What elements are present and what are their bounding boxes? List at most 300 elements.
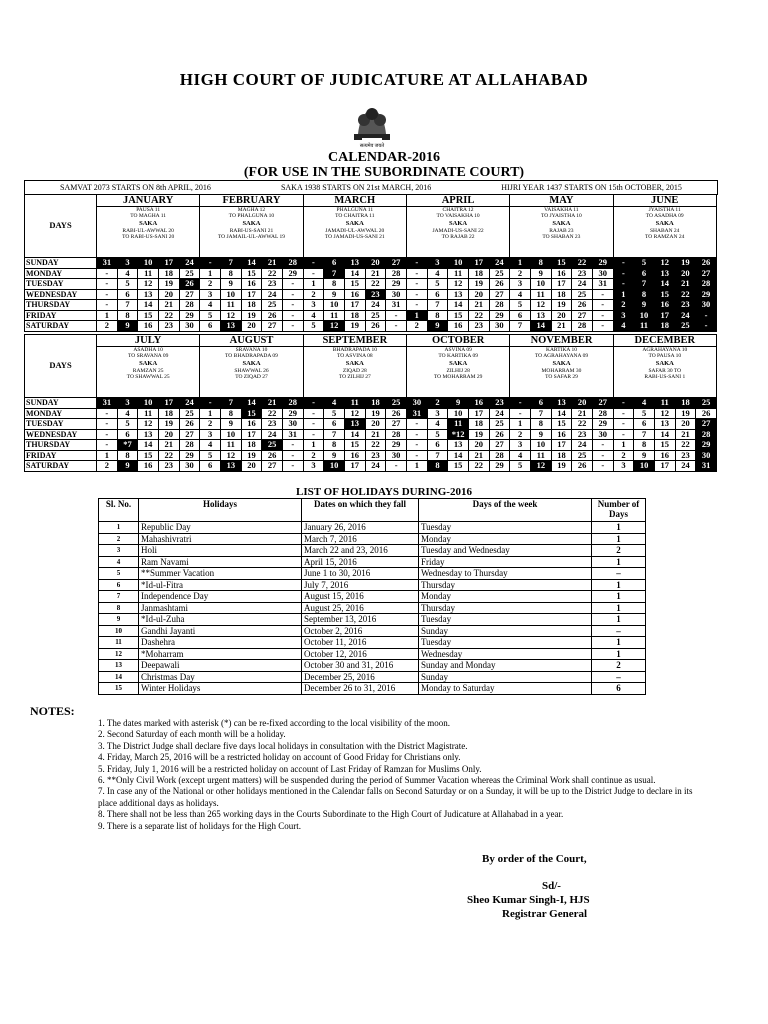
- date-cell: -: [592, 450, 613, 461]
- holiday-cell: 8: [99, 602, 139, 614]
- holiday-cell: Ram Navami: [139, 556, 302, 568]
- date-cell: 8: [427, 310, 448, 321]
- day-name: FRIDAY: [25, 450, 97, 461]
- holiday-cell: 15: [99, 683, 139, 695]
- day-name: TUESDAY: [25, 419, 97, 430]
- date-cell: 30: [386, 289, 407, 300]
- month-header: [200, 335, 303, 398]
- month-line1: CHAITRA 12: [442, 207, 474, 213]
- date-cell: 4: [634, 398, 655, 409]
- date-cell: 20: [468, 440, 489, 451]
- date-cell: -: [282, 289, 303, 300]
- date-cell: 10: [220, 289, 241, 300]
- date-cell: 27: [386, 258, 407, 269]
- holiday-cell: Thursday: [419, 579, 592, 591]
- date-cell: 1: [406, 310, 427, 321]
- holiday-cell: Christmas Day: [139, 671, 302, 683]
- holiday-cell: December 25, 2016: [302, 671, 419, 683]
- date-cell: 19: [241, 310, 262, 321]
- date-cell: 7: [117, 300, 138, 311]
- date-cell: 18: [158, 408, 179, 419]
- date-cell: -: [592, 461, 613, 472]
- saka-line1: MOHARRAM 30: [541, 368, 582, 374]
- date-cell: -: [406, 279, 427, 290]
- date-cell: 13: [654, 419, 675, 430]
- date-cell: 23: [675, 300, 696, 311]
- saka-label: SAKA: [655, 220, 674, 227]
- holiday-cell: Friday: [419, 556, 592, 568]
- holiday-cell: 1: [592, 556, 646, 568]
- date-cell: 28: [386, 268, 407, 279]
- date-cell: 13: [220, 321, 241, 332]
- date-cell: -: [406, 268, 427, 279]
- holiday-cell: 2: [592, 660, 646, 672]
- date-cell: 4: [427, 268, 448, 279]
- month-line1: PAUSA 11: [136, 207, 161, 213]
- date-cell: 4: [117, 268, 138, 279]
- date-cell: 29: [489, 310, 510, 321]
- date-cell: 7: [220, 398, 241, 409]
- date-cell: 19: [468, 279, 489, 290]
- date-cell: 22: [262, 408, 283, 419]
- date-cell: 17: [468, 408, 489, 419]
- date-cell: 23: [262, 419, 283, 430]
- saka-label: SAKA: [655, 360, 674, 367]
- day-name: WEDNESDAY: [25, 429, 97, 440]
- holiday-table: [98, 498, 646, 695]
- date-cell: 7: [427, 300, 448, 311]
- date-cell: 16: [344, 289, 365, 300]
- date-cell: 15: [241, 268, 262, 279]
- holiday-cell: Tuesday: [419, 614, 592, 626]
- date-cell: 14: [551, 408, 572, 419]
- saka-label: SAKA: [449, 220, 468, 227]
- date-cell: 23: [262, 279, 283, 290]
- month-name: MAY: [510, 195, 612, 207]
- date-cell: 13: [344, 419, 365, 430]
- date-cell: 11: [448, 268, 469, 279]
- date-cell: 10: [634, 461, 655, 472]
- saka-line2: TO MOHARRAM 29: [433, 374, 483, 380]
- date-cell: 17: [158, 398, 179, 409]
- date-cell: 30: [592, 268, 613, 279]
- date-cell: -: [97, 289, 118, 300]
- month-header: [303, 335, 406, 398]
- note-item: 5. Friday, July 1, 2016 will be a restricted holiday on account of Last Friday of Ramzan for Muslims Only.: [98, 763, 482, 774]
- date-cell: 14: [241, 398, 262, 409]
- month-header: [406, 195, 509, 258]
- date-cell: 31: [592, 279, 613, 290]
- date-cell: -: [613, 398, 634, 409]
- date-cell: 22: [158, 310, 179, 321]
- day-name: SUNDAY: [25, 398, 97, 409]
- saka-line1: RAJAB 23: [549, 228, 574, 234]
- date-cell: 7: [510, 321, 531, 332]
- date-cell: -: [303, 268, 324, 279]
- date-cell: 15: [551, 258, 572, 269]
- date-cell: 24: [675, 310, 696, 321]
- date-cell: 27: [489, 289, 510, 300]
- date-cell: 13: [551, 398, 572, 409]
- month-line1: PHALGUNA 11: [336, 207, 374, 213]
- date-cell: 6: [324, 419, 345, 430]
- holiday-cell: 2: [99, 533, 139, 545]
- date-cell: 3: [427, 258, 448, 269]
- table-row: [99, 591, 646, 603]
- date-cell: 25: [262, 300, 283, 311]
- date-cell: 4: [117, 408, 138, 419]
- table-row: [99, 648, 646, 660]
- date-cell: -: [97, 440, 118, 451]
- date-cell: 6: [427, 440, 448, 451]
- date-cell: -: [200, 258, 221, 269]
- date-cell: 16: [241, 419, 262, 430]
- month-name: MARCH: [304, 195, 406, 207]
- date-cell: 31: [282, 429, 303, 440]
- date-cell: 19: [365, 408, 386, 419]
- date-cell: 11: [530, 289, 551, 300]
- date-cell: 24: [179, 258, 200, 269]
- date-cell: 23: [572, 268, 593, 279]
- month-name: NOVEMBER: [510, 335, 612, 347]
- saka-line1: JAMADI-UL-AWWAL 20: [325, 228, 385, 234]
- date-cell: 4: [324, 398, 345, 409]
- holiday-cell: 1: [592, 637, 646, 649]
- date-cell: 4: [303, 310, 324, 321]
- date-cell: 20: [551, 310, 572, 321]
- date-cell: 10: [138, 258, 159, 269]
- date-cell: 22: [262, 268, 283, 279]
- holiday-cell: 1: [99, 522, 139, 534]
- date-cell: 3: [200, 429, 221, 440]
- date-cell: 21: [262, 398, 283, 409]
- saka-label: SAKA: [449, 360, 468, 367]
- date-cell: 8: [220, 408, 241, 419]
- date-cell: 19: [551, 461, 572, 472]
- date-cell: 18: [675, 398, 696, 409]
- date-cell: -: [613, 268, 634, 279]
- date-cell: 17: [551, 440, 572, 451]
- date-cell: 23: [365, 289, 386, 300]
- date-cell: 28: [592, 408, 613, 419]
- date-cell: -: [592, 310, 613, 321]
- day-name: THURSDAY: [25, 440, 97, 451]
- date-cell: -: [97, 408, 118, 419]
- note-item: 6. **Only Civil Work (except urgent matters) will be suspended during the period of Summer Vacation whereas the Criminal Work shall continue as usual.: [98, 775, 656, 786]
- date-cell: 28: [696, 279, 717, 290]
- holiday-cell: 1: [592, 614, 646, 626]
- date-cell: -: [510, 408, 531, 419]
- date-cell: 21: [675, 279, 696, 290]
- date-cell: 2: [200, 279, 221, 290]
- day-name: SUNDAY: [25, 258, 97, 269]
- date-cell: 30: [489, 321, 510, 332]
- page-title: HIGH COURT OF JUDICATURE AT ALLAHABAD: [179, 70, 589, 89]
- date-cell: 30: [407, 398, 428, 409]
- date-cell: 20: [241, 461, 262, 472]
- date-cell: 10: [220, 429, 241, 440]
- month-header: [613, 335, 716, 398]
- month-line2: TO BHADRAPADA 09: [225, 353, 278, 359]
- date-cell: 16: [241, 279, 262, 290]
- date-cell: 2: [303, 289, 324, 300]
- holiday-cell: –: [592, 671, 646, 683]
- date-cell: 9: [530, 429, 551, 440]
- by-order: By order of the Court,: [482, 853, 587, 865]
- date-cell: 3: [510, 440, 531, 451]
- holiday-cell: March 7, 2016: [302, 533, 419, 545]
- date-cell: 10: [634, 310, 655, 321]
- date-cell: 22: [468, 461, 489, 472]
- notes-list: [98, 718, 698, 832]
- date-cell: 2: [303, 450, 324, 461]
- date-cell: 5: [117, 279, 138, 290]
- holiday-cell: *Id-ul-Zuha: [139, 614, 302, 626]
- date-cell: 11: [634, 321, 655, 332]
- date-cell: 28: [489, 450, 510, 461]
- date-cell: 19: [241, 450, 262, 461]
- date-cell: 23: [468, 321, 489, 332]
- saka-line2: TO SAFAR 29: [545, 374, 578, 380]
- holiday-cell: 12: [99, 648, 139, 660]
- date-cell: -: [282, 461, 303, 472]
- holiday-cell: October 2, 2016: [302, 625, 419, 637]
- date-cell: 22: [468, 310, 489, 321]
- date-cell: 17: [241, 429, 262, 440]
- date-cell: 16: [468, 398, 489, 409]
- date-cell: 13: [448, 289, 469, 300]
- date-cell: 25: [262, 440, 283, 451]
- date-cell: 14: [138, 440, 159, 451]
- note-item: 3. The District Judge shall declare five days local holidays in consultation with the District Magistrate.: [98, 740, 468, 751]
- holiday-cell: 9: [99, 614, 139, 626]
- date-cell: 9: [448, 398, 469, 409]
- date-cell: 26: [572, 461, 593, 472]
- date-cell: 24: [262, 289, 283, 300]
- date-cell: 17: [344, 300, 365, 311]
- date-cell: 6: [634, 419, 655, 430]
- date-cell: 27: [262, 321, 283, 332]
- table-row: [99, 660, 646, 672]
- date-cell: -: [407, 450, 428, 461]
- date-cell: 12: [220, 450, 241, 461]
- date-cell: 26: [262, 450, 283, 461]
- date-cell: 15: [448, 310, 469, 321]
- date-cell: 7: [324, 429, 345, 440]
- sd: Sd/-: [542, 880, 561, 892]
- date-cell: -: [386, 310, 407, 321]
- date-cell: 25: [179, 408, 200, 419]
- date-cell: 14: [344, 268, 365, 279]
- table-row: [99, 579, 646, 591]
- date-cell: 20: [365, 258, 386, 269]
- date-cell: 28: [572, 321, 593, 332]
- date-cell: -: [592, 289, 613, 300]
- date-cell: 24: [572, 279, 593, 290]
- date-cell: 24: [365, 300, 386, 311]
- holiday-cell: Sunday and Monday: [419, 660, 592, 672]
- holiday-cell: Independence Day: [139, 591, 302, 603]
- month-name: JULY: [97, 335, 199, 347]
- date-cell: 19: [551, 300, 572, 311]
- date-cell: 18: [365, 398, 386, 409]
- date-cell: 13: [530, 310, 551, 321]
- holiday-cell: 1: [592, 602, 646, 614]
- date-cell: -: [97, 429, 118, 440]
- date-cell: 9: [117, 461, 138, 472]
- date-cell: -: [303, 419, 324, 430]
- date-cell: -: [696, 310, 717, 321]
- date-cell: 23: [675, 450, 696, 461]
- date-cell: -: [613, 419, 634, 430]
- date-cell: 3: [613, 310, 634, 321]
- date-cell: 1: [510, 258, 531, 269]
- date-cell: 12: [654, 408, 675, 419]
- saka-line2: TO SHAWWAL 25: [126, 374, 170, 380]
- note-item: 2. Second Saturday of each month will be a holiday.: [98, 729, 286, 740]
- date-cell: 22: [572, 419, 593, 430]
- table-row: [99, 568, 646, 580]
- date-cell: 12: [654, 258, 675, 269]
- day-name: FRIDAY: [25, 310, 97, 321]
- date-cell: 4: [510, 289, 531, 300]
- saka-line1: JAMADI-US-SANI 22: [432, 228, 484, 234]
- month-line2: TO JYAISTHA 10: [540, 213, 582, 219]
- samvat-line: SAMVAT 2073 STARTS ON 8th APRIL, 2016 SAKA 1938 STARTS ON 21st MARCH, 2016 HIJRI YEAR 1437 STARTS ON 15th OCTOBER, 2015: [24, 180, 718, 195]
- holiday-cell: 11: [99, 637, 139, 649]
- date-cell: 3: [303, 300, 324, 311]
- date-cell: 31: [386, 300, 407, 311]
- note-item: 7. In case any of the National or other holidays mentioned in the Calendar falls on Second Saturday or on a Sunday, it will be up to the District Judge to declare in its place additional days as holidays.: [98, 786, 693, 808]
- holiday-cell: Mahashivratri: [139, 533, 302, 545]
- date-cell: -: [97, 419, 118, 430]
- date-cell: 19: [468, 429, 489, 440]
- date-cell: 3: [510, 279, 531, 290]
- date-cell: -: [613, 429, 634, 440]
- date-cell: 30: [696, 300, 717, 311]
- date-cell: 24: [489, 408, 510, 419]
- date-cell: -: [282, 300, 303, 311]
- date-cell: 9: [530, 268, 551, 279]
- date-cell: 21: [262, 258, 283, 269]
- date-cell: 9: [324, 450, 345, 461]
- date-cell: 27: [696, 268, 717, 279]
- holiday-cell: 1: [592, 591, 646, 603]
- date-cell: -: [592, 440, 613, 451]
- date-cell: 16: [654, 450, 675, 461]
- date-cell: 3: [117, 258, 138, 269]
- note-item: 4. Friday, March 25, 2016 will be a restricted holiday on account of Good Friday for Christians only.: [98, 752, 461, 763]
- saka-label: SAKA: [552, 360, 571, 367]
- date-cell: 13: [138, 289, 159, 300]
- saka-line1: ZILHIJ 28: [446, 368, 470, 374]
- date-cell: 4: [427, 419, 448, 430]
- month-line1: VAISAKHA 11: [544, 207, 579, 213]
- date-cell: 19: [344, 321, 365, 332]
- date-cell: 6: [530, 398, 551, 409]
- date-cell: 30: [179, 461, 200, 472]
- date-cell: -: [406, 258, 427, 269]
- month-name: APRIL: [407, 195, 509, 207]
- holiday-cell: Janmashtami: [139, 602, 302, 614]
- date-cell: 25: [675, 321, 696, 332]
- date-cell: 12: [138, 419, 159, 430]
- date-cell: 14: [344, 429, 365, 440]
- date-cell: 9: [220, 419, 241, 430]
- date-cell: 27: [592, 398, 613, 409]
- date-cell: 2: [613, 300, 634, 311]
- days-header: DAYS: [25, 335, 97, 398]
- date-cell: 7: [634, 279, 655, 290]
- date-cell: -: [592, 321, 613, 332]
- date-cell: 3: [200, 289, 221, 300]
- month-header: [407, 335, 510, 398]
- date-cell: 16: [551, 268, 572, 279]
- date-cell: 25: [696, 398, 717, 409]
- date-cell: 6: [324, 258, 345, 269]
- date-cell: 26: [386, 408, 407, 419]
- month-line1: ASVINA 09: [444, 347, 472, 353]
- date-cell: -: [200, 398, 221, 409]
- date-cell: 31: [97, 398, 118, 409]
- date-cell: 13: [138, 429, 159, 440]
- date-cell: 5: [510, 300, 531, 311]
- calendar-jan-jun: [24, 194, 717, 332]
- date-cell: 20: [468, 289, 489, 300]
- date-cell: 19: [158, 279, 179, 290]
- date-cell: 15: [344, 440, 365, 451]
- date-cell: 15: [138, 450, 159, 461]
- date-cell: 21: [158, 300, 179, 311]
- date-cell: 15: [551, 419, 572, 430]
- holiday-cell: 1: [592, 579, 646, 591]
- date-cell: 8: [324, 279, 345, 290]
- date-cell: 17: [654, 310, 675, 321]
- holiday-cell: September 13, 2016: [302, 614, 419, 626]
- date-cell: -: [613, 258, 634, 269]
- table-row: [99, 625, 646, 637]
- date-cell: 3: [613, 461, 634, 472]
- saka-line1: SHABAN 24: [649, 228, 680, 234]
- date-cell: 15: [448, 461, 469, 472]
- date-cell: 16: [551, 429, 572, 440]
- saka-line2: TO JAMAIL-UL-AWWAL 19: [217, 234, 285, 240]
- date-cell: -: [406, 300, 427, 311]
- date-cell: 7: [530, 408, 551, 419]
- table-row: [99, 602, 646, 614]
- date-cell: -: [303, 429, 324, 440]
- saka-line1: RABI-UL-AWWAL 20: [122, 228, 174, 234]
- calendar-title: CALENDAR-2016 (FOR USE IN THE SUBORDINATE COURT): [243, 150, 525, 180]
- holiday-cell: Gandhi Jayanti: [139, 625, 302, 637]
- holiday-column-header: Dates on which they fall: [302, 499, 419, 522]
- date-cell: 20: [572, 398, 593, 409]
- date-cell: 5: [427, 279, 448, 290]
- date-cell: 1: [613, 440, 634, 451]
- month-line2: TO PHALGUNA 10: [228, 213, 275, 219]
- date-cell: 16: [138, 461, 159, 472]
- date-cell: 22: [675, 289, 696, 300]
- holiday-cell: Winter Holidays: [139, 683, 302, 695]
- date-cell: 11: [220, 300, 241, 311]
- holiday-cell: October 30 and 31, 2016: [302, 660, 419, 672]
- holiday-cell: Tuesday: [419, 522, 592, 534]
- date-cell: -: [613, 279, 634, 290]
- date-cell: 26: [696, 258, 717, 269]
- date-cell: 6: [200, 461, 221, 472]
- date-cell: 7: [324, 268, 345, 279]
- date-cell: -: [282, 440, 303, 451]
